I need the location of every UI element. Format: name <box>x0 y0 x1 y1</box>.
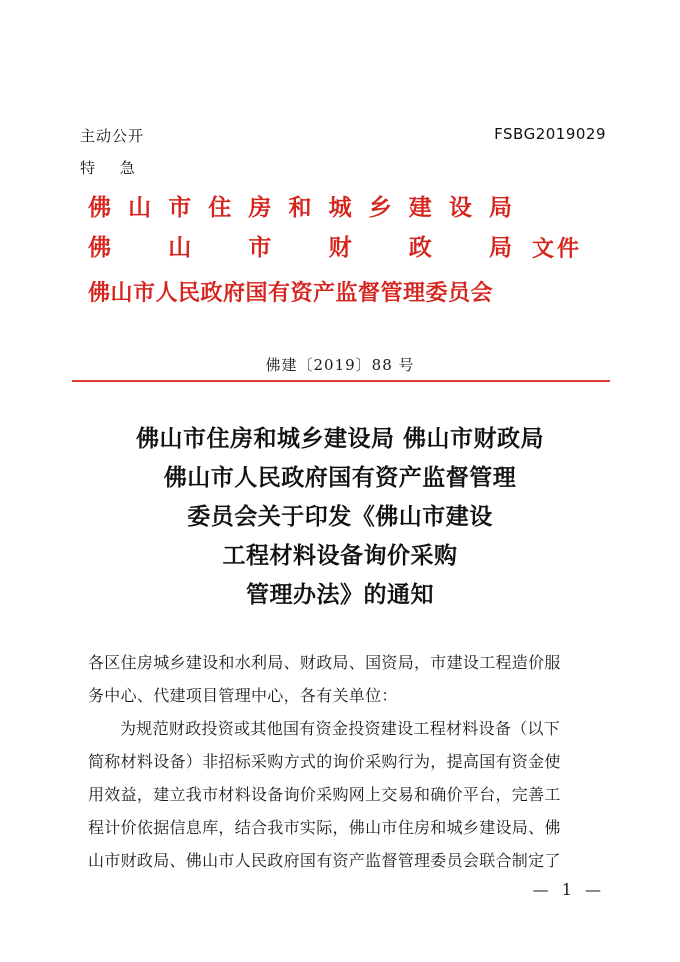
issuer-char: 和 <box>288 194 312 221</box>
document-number: 佛建〔2019〕88 号 <box>265 356 415 374</box>
issuer-char: 局 <box>488 194 512 221</box>
issuer-char: 建 <box>408 194 432 221</box>
document-code: FSBG2019029 <box>494 125 606 143</box>
title-line: 委员会关于印发《佛山市建设 <box>187 503 493 530</box>
issuer-char: 市 <box>248 234 272 261</box>
issuer-char: 设 <box>448 194 472 221</box>
document-suffix: 文件 <box>532 236 583 262</box>
title-line: 工程材料设备询价采购 <box>222 542 458 569</box>
issuer-char: 山 <box>168 234 192 261</box>
issuer-char: 佛 <box>88 194 111 221</box>
title-line: 管理办法》的通知 <box>246 581 434 608</box>
title-line: 佛山市住房和城乡建设局 佛山市财政局 <box>135 425 544 452</box>
body-line: 务中心、代建项目管理中心，各有关单位： <box>88 686 398 705</box>
issuer-finance-bureau <box>88 234 512 262</box>
issuer-char: 山 <box>128 194 152 221</box>
title-line: 佛山市人民政府国有资产监督管理 <box>163 464 517 491</box>
issuer-housing-bureau <box>88 194 512 222</box>
issuer-char: 佛 <box>88 234 111 261</box>
body-line: 各区住房城乡建设和水利局、财政局、国资局，市建设工程造价服 <box>88 653 561 672</box>
red-divider <box>72 380 610 382</box>
disclosure-label: 主动公开 <box>80 127 145 145</box>
page-number: — 1 — <box>532 880 605 899</box>
body-line: 用效益，建立我市材料设备询价采购网上交易和确价平台，完善工 <box>88 785 561 804</box>
issuer-char: 城 <box>328 194 352 221</box>
body-line: 程计价依据信息库，结合我市实际，佛山市住房和城乡建设局、佛 <box>88 818 561 837</box>
issuer-char: 市 <box>168 194 192 221</box>
body-line: 简称材料设备）非招标采购方式的询价采购行为，提高国有资金使 <box>88 752 561 771</box>
issuer-char: 财 <box>328 234 352 261</box>
issuer-char: 政 <box>408 234 432 261</box>
issuer-char: 住 <box>208 194 232 221</box>
body-line: 为规范财政投资或其他国有资金投资建设工程材料设备（以下 <box>120 719 561 738</box>
urgency-label: 特 急 <box>80 159 145 177</box>
issuer-char: 房 <box>248 194 272 221</box>
body-line: 山市财政局、佛山市人民政府国有资产监督管理委员会联合制定了 <box>88 851 561 870</box>
issuer-char: 乡 <box>368 194 392 221</box>
issuer-char: 局 <box>488 234 512 261</box>
issuer-sasac: 佛山市人民政府国有资产监督管理委员会 <box>88 280 494 306</box>
